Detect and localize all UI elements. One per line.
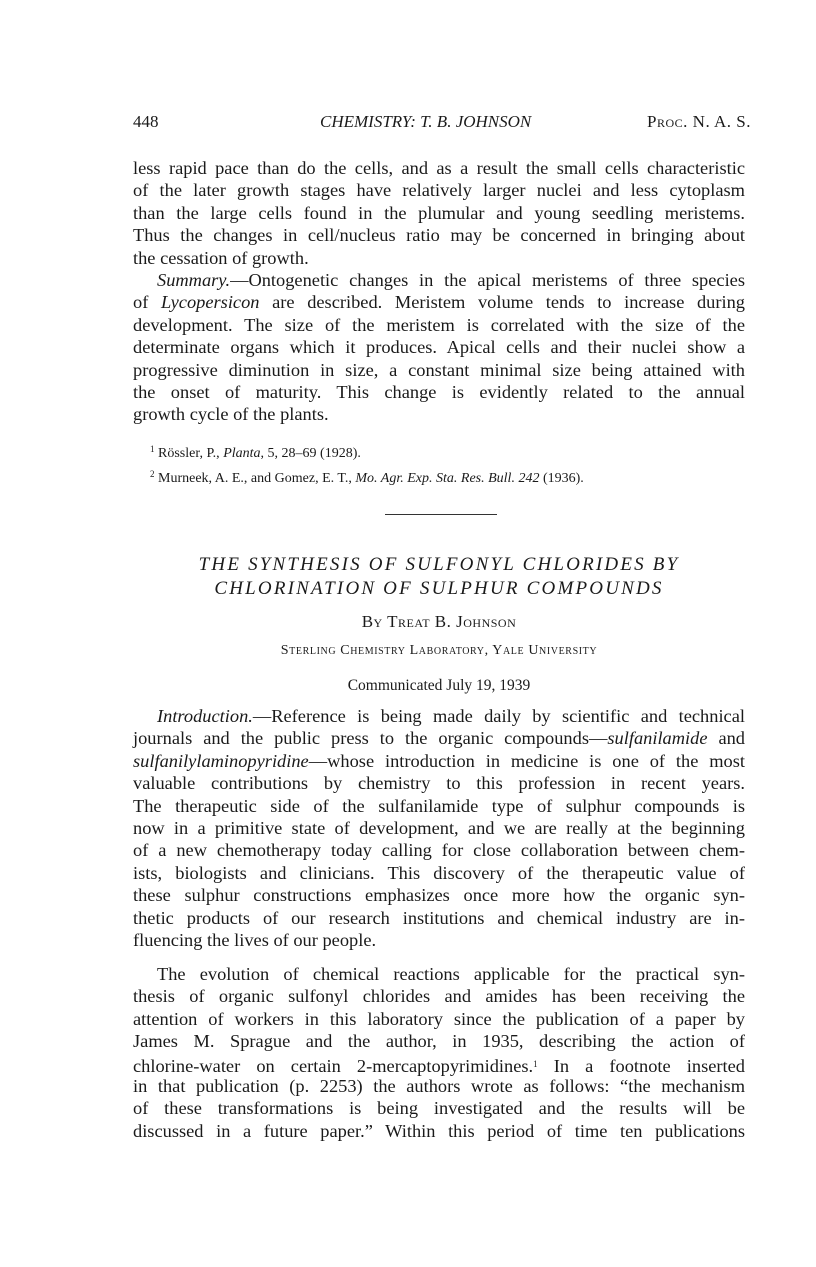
text-line: than the large cells found in the plumular and young seedling meristems. [133, 202, 745, 223]
footnote: $^1$ Rössler, P., Planta, 5, 28–69 (1928). [150, 444, 361, 461]
page-number: 448 [133, 112, 159, 131]
text-line: of the later growth stages have relatively larger nuclei and less cytoplasm [133, 180, 745, 201]
text-line: James M. Sprague and the author, in 1935, describing the action of [133, 1031, 745, 1052]
text-line: the onset of maturity. This change is evidently related to the annual [133, 381, 745, 402]
text-line: valuable contributions by chemistry to this profession in recent years. [133, 773, 745, 794]
text-line: chlorine-water on certain 2-mercaptopyrimidines.$^1$ In a footnote inserted [133, 1055, 745, 1076]
running-header [133, 112, 751, 136]
article-author: By Treat B. Johnson [361, 612, 517, 631]
article-title-line: THE SYNTHESIS OF SULFONYL CHLORIDES BY [198, 554, 680, 575]
text-line: Summary.—Ontogenetic changes in the apical meristems of three species [157, 270, 745, 290]
text-line: journals and the public press to the organic compounds—sulfanilamide and [133, 728, 745, 749]
text-line: less rapid pace than do the cells, and as a result the small cells characteristic [133, 158, 745, 178]
text-line: Introduction.—Reference is being made daily by scientific and technical [157, 706, 745, 726]
text-line: development. The size of the meristem is correlated with the size of the [133, 314, 745, 335]
text-line: ists, biologists and clinicians. This discovery of the therapeutic value of [133, 862, 745, 883]
text-line: now in a primitive state of development, and we are really at the beginning [133, 817, 745, 838]
footnotes [150, 439, 584, 489]
journal-name: Proc. N. A. S. [647, 112, 751, 131]
footnote: $^2$ Murneek, A. E., and Gomez, E. T., Mo. Agr. Exp. Sta. Res. Bull. 242 (1936). [150, 469, 584, 486]
text-line: of Lycopersicon are described. Meristem volume tends to increase during [133, 292, 745, 313]
text-line: attention of workers in this laboratory since the publication of a paper by [133, 1008, 745, 1029]
running-title: CHEMISTRY: T. B. JOHNSON [320, 112, 532, 131]
text-line: growth cycle of the plants. [133, 404, 329, 425]
text-line: The evolution of chemical reactions applicable for the practical syn- [157, 964, 745, 984]
text-line: of these transformations is being investigated and the results will be [133, 1098, 745, 1119]
text-line: thetic products of our research institutions and chemical industry are in- [133, 907, 745, 928]
text-line: thesis of organic sulfonyl chlorides and amides has been receiving the [133, 986, 745, 1007]
text-line: fluencing the lives of our people. [133, 929, 377, 950]
text-line: Thus the changes in cell/nucleus ratio may be concerned in bringing about [133, 225, 745, 246]
summary-label: Summary. [157, 270, 231, 290]
text-line: of a new chemotherapy today calling for close collaboration between chem- [133, 840, 745, 861]
introduction-paragraph [133, 705, 745, 951]
text-line: determinate organs which it produces. Apical cells and their nuclei show a [133, 337, 745, 358]
term-sulfanilylaminopyridine: sulfanilylaminopyridine [133, 750, 309, 771]
text-line: these sulphur constructions emphasizes once more how the organic syn- [133, 885, 745, 906]
footnote-ref: 1 [533, 1058, 538, 1069]
section-divider [385, 514, 497, 515]
evolution-paragraph [133, 963, 745, 1142]
text-line: sulfanilylaminopyridine—whose introduction in medicine is one of the most [133, 750, 745, 771]
article-affiliation: Sterling Chemistry Laboratory, Yale University [280, 643, 598, 658]
summary-paragraph [133, 269, 745, 426]
term-sulfanilamide: sulfanilamide [607, 728, 708, 749]
text-line: the cessation of growth. [133, 247, 309, 268]
text-line: in that publication (p. 2253) the authors wrote as follows: “the mechanism [133, 1075, 745, 1096]
text-line: progressive diminution in size, a constant minimal size being attained with [133, 359, 745, 380]
article-title-line: CHLORINATION OF SULPHUR COMPOUNDS [214, 578, 664, 599]
communication-date: Communicated July 19, 1939 [347, 677, 531, 694]
text-line: The therapeutic side of the sulfanilamide type of sulphur compounds is [133, 795, 745, 816]
genus-name: Lycopersicon [160, 292, 260, 313]
introduction-label: Introduction. [157, 706, 253, 726]
text-line: discussed in a future paper.” Within this period of time ten publications [133, 1120, 745, 1141]
continuation-paragraph [133, 157, 745, 269]
